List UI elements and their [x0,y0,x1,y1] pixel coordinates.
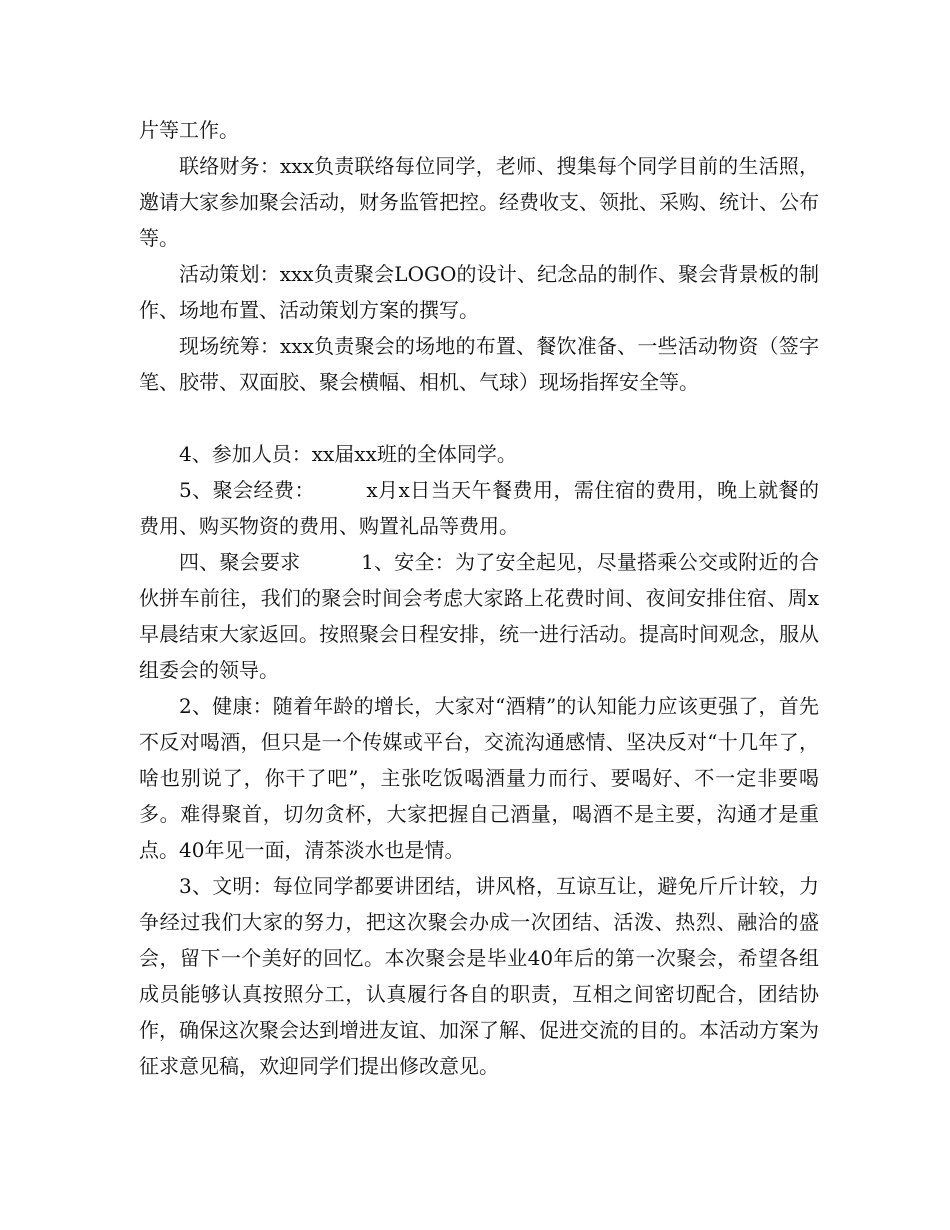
paragraph-health: 2、健康：随着年龄的增长，大家对“酒精”的认知能力应该更强了，首先不反对喝酒，但只是一个传媒或平台，交流沟通感情、坚决反对“十几年了，啥也别说了，你干了吧”，主张吃饭喝酒量力而行、要喝好、不一定非要喝多。难得聚首，切勿贪杯，大家把握自己酒量，喝酒不是主要，沟通才是重点。40年见一面，清茶淡水也是情。 [139,694,819,862]
paragraph-civility: 3、文明：每位同学都要讲团结，讲风格，互谅互让，避免斤斤计较，力争经过我们大家的努力，把这次聚会办成一次团结、活泼、热烈、融洽的盛会，留下一个美好的回忆。本次聚会是毕业40年后的第一次聚会，希望各组成员能够认真按照分工，认真履行各自的职责，互相之间密切配合，团结协作，确保这次聚会达到增进友谊、加深了解、促进交流的目的。本活动方案为征求意见稿，欢迎同学们提出修改意见。 [139,874,819,1078]
paragraph-finance-liaison: 联络财务：xxx负责联络每位同学，老师、搜集每个同学目前的生活照，邀请大家参加聚会活动，财务监管把控。经费收支、领批、采购、统计、公布等。 [139,154,819,250]
paragraph-activity-planning: 活动策划：xxx负责聚会LOGO的设计、纪念品的制作、聚会背景板的制作、场地布置、活动策划方案的撰写。 [139,262,819,322]
paragraph-onsite-coordination: 现场统筹：xxx负责聚会的场地的布置、餐饮准备、一些活动物资（签字笔、胶带、双面胶、聚会横幅、相机、气球）现场指挥安全等。 [139,334,819,394]
paragraph-expenses: 5、聚会经费： x月x日当天午餐费用，需住宿的费用，晚上就餐的费用、购买物资的费用、购置礼品等费用。 [139,478,819,538]
document-body [139,112,819,1084]
paragraph-participants: 4、参加人员：xx届xx班的全体同学。 [179,442,517,466]
blank-line [139,400,819,436]
paragraph-requirements-safety: 四、聚会要求 1、安全：为了安全起见，尽量搭乘公交或附近的合伙拼车前往，我们的聚会时间会考虑大家路上花费时间、夜间安排住宿、周x早晨结束大家返回。按照聚会日程安排，统一进行活动。提高时间观念，服从组委会的领导。 [139,550,819,682]
paragraph-continuation: 片等工作。 [139,118,239,142]
